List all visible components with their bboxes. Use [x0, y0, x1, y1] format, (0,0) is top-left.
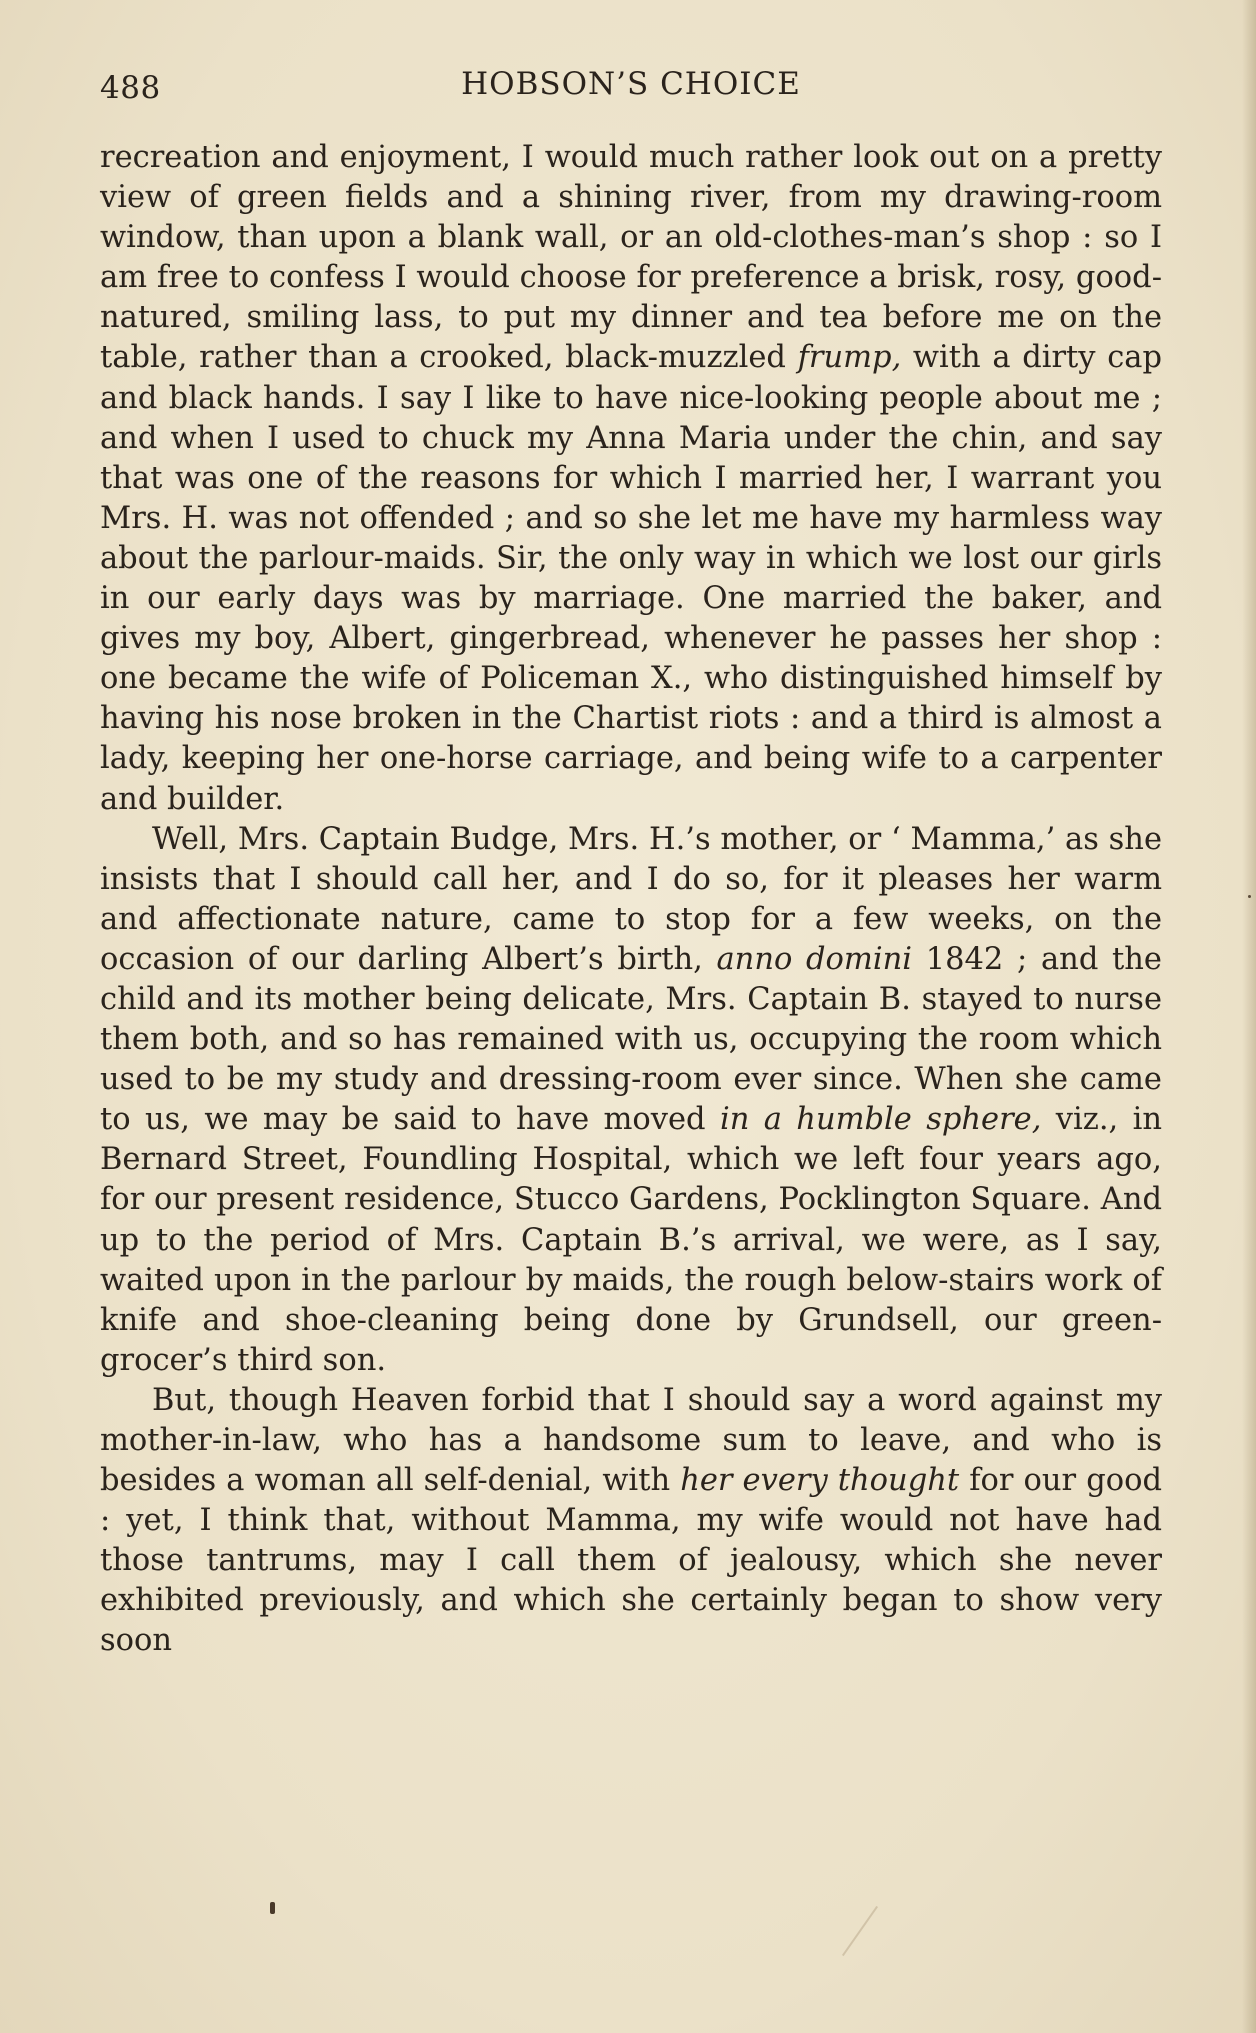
page-number: 488 [100, 70, 161, 106]
ink-mark [270, 1902, 275, 1914]
text-segment: with a dirty cap and black hands. I say I like to have nice-looking people about me ; and when I used to chuck my Anna Maria under the chin, and say that was one of the reasons for which I married her, I warrant you Mrs. H. was not offended ; and so she let me have my harmless way about the parlour-maids. Sir, the only way in which we lost our girls in our early days was by marriage. One married the baker, and gives my boy, Albert, gingerbread, whenever he passes her shop : one became the wife of Policeman X., who distinguished himself by having his nose broken in the Chartist riots : and a third is almost a lady, keeping her one-horse carriage, and being wife to a carpenter and builder. [100, 340, 1162, 817]
body-text [100, 138, 1162, 1662]
page-edge-shadow [1242, 0, 1256, 2033]
text-segment: for our good : yet, I think that, without Mamma, my wife would not have had those tantrums, may I call them of jealousy, which she never exhibited previously, and which she certainly began to show very soon [100, 1463, 1162, 1659]
paragraph [100, 138, 1162, 820]
page-header [100, 64, 1162, 110]
italic-text-segment: frump, [797, 340, 902, 376]
text-segment: But, though Heaven forbid that I should say a word against my mother-in-law, who has a handsome sum to leave, and who is besides a woman all self-denial, with [100, 1382, 1162, 1499]
paragraph [100, 820, 1162, 1381]
running-title: HOBSON’S CHOICE [461, 66, 801, 102]
paragraph [100, 1381, 1162, 1662]
text-segment: recreation and enjoyment, I would much rather look out on a pretty view of green fields and a shining river, from my drawing-room window, than upon a blank wall, or an old-clothes-man’s shop : so I am free to confess I would choose for preference a brisk, rosy, good-natured, smiling lass, to put my dinner and tea before me on the table, rather than a crooked, black-muzzled [100, 140, 1162, 376]
italic-text-segment: in a humble sphere, [719, 1102, 1042, 1138]
italic-text-segment: her every thought [680, 1463, 960, 1499]
text-segment: viz., in Bernard Street, Foundling Hospital, which we left four years ago, for our present residence, Stucco Gardens, Pocklington Square. And up to the period of Mrs. Captain B.’s arrival, we were, as I say, waited upon in the parlour by maids, the rough below-stairs work of knife and shoe-cleaning being done by Grundsell, our green-grocer’s third son. [100, 1102, 1162, 1378]
paper-scratch [842, 1906, 878, 1956]
italic-text-segment: anno domini [716, 941, 912, 977]
text-segment: Well, Mrs. Captain Budge, Mrs. H.’s mother, or ‘ Mamma,’ as she insists that I should call her, and I do so, for it pleases her warm and affectionate nature, came to stop for a few weeks, on the occasion of our darling Albert’s birth, [100, 821, 1162, 977]
text-segment: 1842 ; and the child and its mother being delicate, Mrs. Captain B. stayed to nurse them both, and so has remained with us, occupying the room which used to be my study and dressing-room ever since. When she came to us, we may be said to have moved [100, 941, 1162, 1138]
margin-dot [1248, 895, 1251, 898]
